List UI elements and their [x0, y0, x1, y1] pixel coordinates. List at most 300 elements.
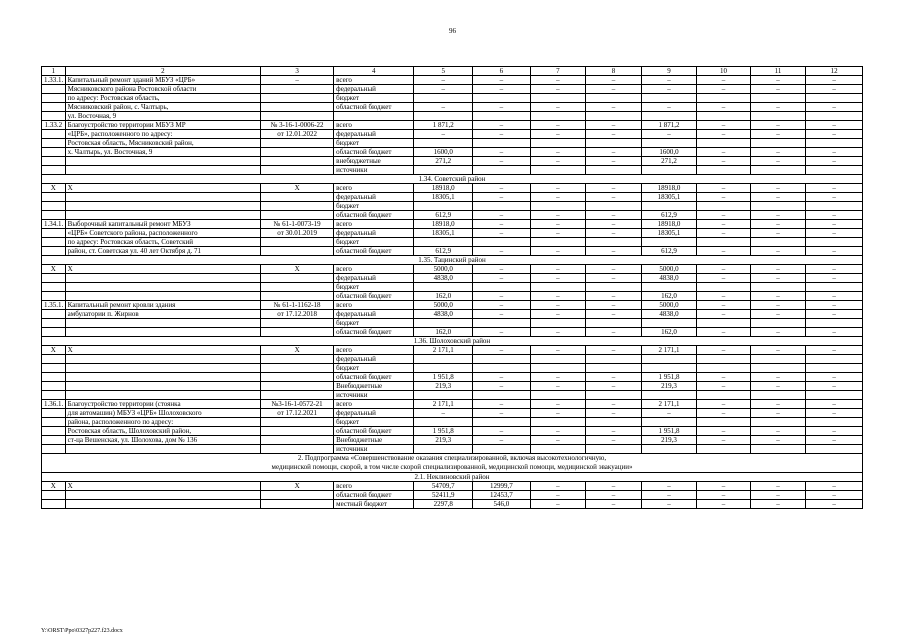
funding-source: бюджет: [334, 418, 414, 427]
funding-source: бюджет: [334, 238, 414, 247]
col-12-value: –: [806, 211, 863, 220]
col-10-value: –: [697, 184, 750, 193]
funding-source: федеральный: [334, 193, 414, 202]
col-12-value: –: [806, 121, 863, 130]
col-9-value: –: [641, 482, 697, 491]
col-11-value: –: [750, 500, 806, 509]
col-6-value: –: [473, 229, 531, 238]
object-name: [65, 491, 260, 500]
col-6-value: [473, 112, 531, 121]
col-7-value: [530, 319, 586, 328]
document-ref: X: [261, 346, 334, 355]
col-11-value: –: [750, 76, 806, 85]
funding-source: областной бюджет: [334, 211, 414, 220]
row-number: [42, 157, 66, 166]
column-number: 12: [806, 67, 863, 76]
funding-source: всего: [334, 121, 414, 130]
col-5-value: [414, 418, 473, 427]
col-9-value: 18305,1: [641, 229, 697, 238]
object-name: по адресу: Ростовская область, Советский: [65, 238, 260, 247]
table-row: [42, 139, 863, 148]
col-9-value: [641, 202, 697, 211]
row-number: 1.35.1.: [42, 301, 66, 310]
row-number: 1.33.2: [42, 121, 66, 130]
col-5-value: [414, 391, 473, 400]
object-name: [65, 445, 260, 454]
col-11-value: [750, 445, 806, 454]
object-name: Мясниковский район, с. Чалтырь,: [65, 103, 260, 112]
col-9-value: [641, 283, 697, 292]
col-5-value: –: [414, 85, 473, 94]
col-7-value: –: [530, 382, 586, 391]
col-6-value: –: [473, 157, 531, 166]
col-10-value: –: [697, 103, 750, 112]
table-row: [42, 121, 863, 130]
funding-source: местный бюджет: [334, 500, 414, 509]
col-6-value: –: [473, 121, 531, 130]
col-8-value: –: [586, 103, 642, 112]
col-11-value: [750, 166, 806, 175]
col-5-value: 18305,1: [414, 229, 473, 238]
col-9-value: 1 951,8: [641, 427, 697, 436]
col-6-value: –: [473, 211, 531, 220]
col-5-value: 1 871,2: [414, 121, 473, 130]
object-name: х. Чалтырь, ул. Восточная, 9: [65, 148, 260, 157]
col-12-value: –: [806, 382, 863, 391]
col-12-value: [806, 166, 863, 175]
col-12-value: [806, 283, 863, 292]
row-number: X: [42, 265, 66, 274]
col-10-value: [697, 238, 750, 247]
col-11-value: [750, 283, 806, 292]
col-6-value: [473, 202, 531, 211]
page-number: 96: [449, 27, 456, 35]
col-8-value: –: [586, 157, 642, 166]
funding-source: внебюджетные: [334, 157, 414, 166]
col-10-value: –: [697, 148, 750, 157]
col-9-value: –: [641, 409, 697, 418]
object-name: для автомашин) МБУЗ «ЦРБ» Шолоховского: [65, 409, 260, 418]
col-10-value: –: [697, 76, 750, 85]
col-7-value: [530, 418, 586, 427]
row-number: [42, 328, 66, 337]
funding-source: всего: [334, 76, 414, 85]
table-row: [42, 220, 863, 229]
col-11-value: –: [750, 220, 806, 229]
table-row: [42, 491, 863, 500]
col-5-value: 52411,9: [414, 491, 473, 500]
col-11-value: –: [750, 265, 806, 274]
table-row: [42, 364, 863, 373]
table-row: [42, 400, 863, 409]
col-9-value: –: [641, 500, 697, 509]
col-12-value: –: [806, 409, 863, 418]
col-10-value: [697, 202, 750, 211]
col-11-value: [750, 94, 806, 103]
col-9-value: [641, 445, 697, 454]
funding-source: областной бюджет: [334, 491, 414, 500]
document-ref: [261, 274, 334, 283]
funding-source: бюджет: [334, 364, 414, 373]
col-12-value: [806, 445, 863, 454]
col-5-value: [414, 355, 473, 364]
col-9-value: 612,9: [641, 211, 697, 220]
document-ref: [261, 355, 334, 364]
col-6-value: [473, 166, 531, 175]
col-10-value: –: [697, 157, 750, 166]
col-11-value: [750, 202, 806, 211]
document-ref: [261, 382, 334, 391]
section-title-line: 1.35. Тацинский район: [418, 256, 486, 264]
funding-source: Внебюджетные: [334, 382, 414, 391]
col-6-value: –: [473, 76, 531, 85]
col-12-value: –: [806, 427, 863, 436]
col-7-value: [530, 355, 586, 364]
col-7-value: –: [530, 229, 586, 238]
col-7-value: –: [530, 292, 586, 301]
table-row: [42, 76, 863, 85]
row-number: [42, 202, 66, 211]
col-6-value: [473, 355, 531, 364]
table-row: [42, 202, 863, 211]
col-6-value: 12453,7: [473, 491, 531, 500]
column-number: 5: [414, 67, 473, 76]
section-heading-row: [42, 256, 863, 265]
col-5-value: –: [414, 130, 473, 139]
section-title: [42, 454, 863, 473]
col-8-value: –: [586, 328, 642, 337]
col-5-value: [414, 202, 473, 211]
col-5-value: 18305,1: [414, 193, 473, 202]
col-9-value: [641, 238, 697, 247]
section-title-line: медицинской помощи, скорой, в том числе скорой специализированной, медицинской помощи, медицинской эвакуации»: [271, 463, 633, 471]
object-name: [65, 157, 260, 166]
col-8-value: [586, 319, 642, 328]
col-11-value: [750, 238, 806, 247]
col-5-value: –: [414, 409, 473, 418]
table-row: [42, 319, 863, 328]
col-10-value: [697, 94, 750, 103]
col-8-value: –: [586, 409, 642, 418]
col-7-value: –: [530, 491, 586, 500]
col-9-value: [641, 94, 697, 103]
col-11-value: –: [750, 148, 806, 157]
col-12-value: –: [806, 76, 863, 85]
col-7-value: –: [530, 193, 586, 202]
table-row: [42, 148, 863, 157]
funding-source: областной бюджет: [334, 148, 414, 157]
object-name: [65, 292, 260, 301]
document-ref: [261, 373, 334, 382]
col-6-value: –: [473, 247, 531, 256]
table-row: [42, 166, 863, 175]
col-10-value: –: [697, 491, 750, 500]
row-number: [42, 427, 66, 436]
table-row: [42, 193, 863, 202]
col-7-value: –: [530, 76, 586, 85]
section-title-line: 1.34. Советский район: [418, 175, 486, 183]
col-8-value: –: [586, 427, 642, 436]
funding-source: всего: [334, 400, 414, 409]
table-row: [42, 274, 863, 283]
col-6-value: [473, 445, 531, 454]
col-9-value: [641, 112, 697, 121]
document-ref: [261, 418, 334, 427]
column-number: 11: [750, 67, 806, 76]
col-12-value: –: [806, 148, 863, 157]
col-10-value: –: [697, 328, 750, 337]
col-7-value: –: [530, 103, 586, 112]
section-title: [42, 256, 863, 265]
object-name: [65, 373, 260, 382]
funding-source: федеральный: [334, 85, 414, 94]
col-9-value: [641, 391, 697, 400]
col-12-value: –: [806, 482, 863, 491]
section-title-line: 1.36. Шолоховский район: [413, 337, 491, 345]
col-7-value: [530, 283, 586, 292]
column-number: 7: [530, 67, 586, 76]
col-12-value: –: [806, 247, 863, 256]
col-10-value: –: [697, 274, 750, 283]
col-8-value: –: [586, 220, 642, 229]
funding-source: бюджет: [334, 283, 414, 292]
document-ref: от 17.12.2021: [261, 409, 334, 418]
col-8-value: [586, 364, 642, 373]
column-number: 6: [473, 67, 531, 76]
funding-source: областной бюджет: [334, 328, 414, 337]
col-9-value: 5000,0: [641, 301, 697, 310]
section-heading-row: [42, 337, 863, 346]
col-7-value: –: [530, 220, 586, 229]
funding-source: источники: [334, 445, 414, 454]
col-7-value: –: [530, 157, 586, 166]
row-number: [42, 112, 66, 121]
table-row: [42, 409, 863, 418]
table-row: [42, 346, 863, 355]
col-11-value: [750, 319, 806, 328]
row-number: [42, 103, 66, 112]
col-11-value: –: [750, 310, 806, 319]
table-row: [42, 130, 863, 139]
col-11-value: –: [750, 121, 806, 130]
col-7-value: –: [530, 328, 586, 337]
document-ref: [261, 85, 334, 94]
col-8-value: –: [586, 193, 642, 202]
col-8-value: –: [586, 346, 642, 355]
col-10-value: [697, 139, 750, 148]
row-number: [42, 491, 66, 500]
object-name: X: [65, 346, 260, 355]
column-number: 1: [42, 67, 66, 76]
document-ref: X: [261, 482, 334, 491]
col-10-value: –: [697, 220, 750, 229]
object-name: «ЦРБ» Советского района, расположенного: [65, 229, 260, 238]
object-name: ул. Восточная, 9: [65, 112, 260, 121]
object-name: Благоустройство территории МБУЗ МР: [65, 121, 260, 130]
col-12-value: [806, 418, 863, 427]
object-name: X: [65, 184, 260, 193]
col-10-value: –: [697, 85, 750, 94]
col-12-value: –: [806, 130, 863, 139]
col-10-value: [697, 355, 750, 364]
funding-source: всего: [334, 482, 414, 491]
col-10-value: –: [697, 427, 750, 436]
col-6-value: –: [473, 103, 531, 112]
col-6-value: [473, 283, 531, 292]
col-7-value: [530, 112, 586, 121]
funding-source: областной бюджет: [334, 247, 414, 256]
col-8-value: [586, 112, 642, 121]
col-5-value: [414, 364, 473, 373]
col-5-value: [414, 283, 473, 292]
object-name: [65, 382, 260, 391]
row-number: X: [42, 346, 66, 355]
col-10-value: [697, 166, 750, 175]
funding-source: [334, 112, 414, 121]
col-5-value: 1 951,8: [414, 373, 473, 382]
col-7-value: [530, 364, 586, 373]
document-ref: X: [261, 184, 334, 193]
document-ref: [261, 103, 334, 112]
col-6-value: [473, 391, 531, 400]
col-9-value: [641, 139, 697, 148]
col-6-value: –: [473, 373, 531, 382]
object-name: Выборочный капитальный ремонт МБУЗ: [65, 220, 260, 229]
col-5-value: [414, 166, 473, 175]
col-8-value: [586, 238, 642, 247]
table-row: [42, 391, 863, 400]
col-8-value: [586, 418, 642, 427]
funding-source: федеральный: [334, 355, 414, 364]
section-heading-row: [42, 454, 863, 473]
document-ref: [261, 238, 334, 247]
column-number: 10: [697, 67, 750, 76]
col-8-value: [586, 355, 642, 364]
col-11-value: –: [750, 382, 806, 391]
col-9-value: 219,3: [641, 382, 697, 391]
object-name: [65, 391, 260, 400]
col-7-value: –: [530, 500, 586, 509]
object-name: амбулатории п. Жирнов: [65, 310, 260, 319]
col-9-value: [641, 364, 697, 373]
col-11-value: –: [750, 346, 806, 355]
col-10-value: –: [697, 229, 750, 238]
col-8-value: –: [586, 382, 642, 391]
col-5-value: 162,0: [414, 328, 473, 337]
row-number: [42, 229, 66, 238]
col-10-value: –: [697, 130, 750, 139]
col-11-value: –: [750, 328, 806, 337]
col-12-value: –: [806, 85, 863, 94]
col-6-value: –: [473, 265, 531, 274]
col-6-value: –: [473, 85, 531, 94]
section-title-line: 2. Подпрограмма «Совершенствование оказания специализированной, включая высокотехнологичную,: [297, 454, 607, 462]
col-5-value: 5000,0: [414, 265, 473, 274]
col-7-value: –: [530, 274, 586, 283]
row-number: [42, 364, 66, 373]
document-ref: [261, 94, 334, 103]
row-number: [42, 319, 66, 328]
object-name: ст-ца Вешенская, ул. Шолохова, дом № 136: [65, 436, 260, 445]
object-name: [65, 500, 260, 509]
object-name: района, расположенного по адресу:: [65, 418, 260, 427]
col-5-value: 219,3: [414, 382, 473, 391]
column-number: 4: [334, 67, 414, 76]
col-7-value: [530, 445, 586, 454]
document-ref: [261, 391, 334, 400]
col-8-value: –: [586, 85, 642, 94]
col-12-value: –: [806, 400, 863, 409]
col-6-value: –: [473, 301, 531, 310]
col-11-value: –: [750, 247, 806, 256]
section-heading-row: [42, 175, 863, 184]
col-11-value: –: [750, 274, 806, 283]
col-7-value: –: [530, 436, 586, 445]
col-7-value: –: [530, 130, 586, 139]
document-ref: [261, 500, 334, 509]
col-6-value: 546,0: [473, 500, 531, 509]
row-number: [42, 94, 66, 103]
row-number: [42, 247, 66, 256]
col-10-value: –: [697, 409, 750, 418]
col-8-value: –: [586, 310, 642, 319]
document-ref: X: [261, 265, 334, 274]
table-row: [42, 157, 863, 166]
table-row: [42, 85, 863, 94]
col-8-value: –: [586, 274, 642, 283]
col-5-value: 612,9: [414, 247, 473, 256]
document-ref: № 61-1-0073-19: [261, 220, 334, 229]
col-7-value: –: [530, 409, 586, 418]
col-9-value: 271,2: [641, 157, 697, 166]
col-8-value: –: [586, 184, 642, 193]
object-name: [65, 274, 260, 283]
funding-source: федеральный: [334, 229, 414, 238]
row-number: [42, 283, 66, 292]
funding-source: всего: [334, 346, 414, 355]
col-12-value: [806, 319, 863, 328]
col-12-value: –: [806, 229, 863, 238]
document-ref: от 30.01.2019: [261, 229, 334, 238]
col-8-value: [586, 139, 642, 148]
col-11-value: [750, 355, 806, 364]
col-12-value: –: [806, 310, 863, 319]
budget-table: [41, 66, 863, 509]
col-10-value: [697, 391, 750, 400]
col-10-value: –: [697, 310, 750, 319]
col-6-value: [473, 139, 531, 148]
col-6-value: –: [473, 382, 531, 391]
col-7-value: –: [530, 310, 586, 319]
col-5-value: 18918,0: [414, 184, 473, 193]
col-6-value: –: [473, 274, 531, 283]
col-6-value: –: [473, 346, 531, 355]
table-row: [42, 265, 863, 274]
document-ref: от 17.12.2018: [261, 310, 334, 319]
row-number: [42, 85, 66, 94]
col-5-value: 271,2: [414, 157, 473, 166]
col-8-value: –: [586, 301, 642, 310]
column-number: 2: [65, 67, 260, 76]
col-7-value: [530, 166, 586, 175]
col-6-value: –: [473, 148, 531, 157]
object-name: Ростовская область, Шолоховский район,: [65, 427, 260, 436]
column-number: 9: [641, 67, 697, 76]
col-10-value: –: [697, 121, 750, 130]
row-number: X: [42, 184, 66, 193]
document-ref: [261, 148, 334, 157]
document-ref: от 12.01.2022: [261, 130, 334, 139]
